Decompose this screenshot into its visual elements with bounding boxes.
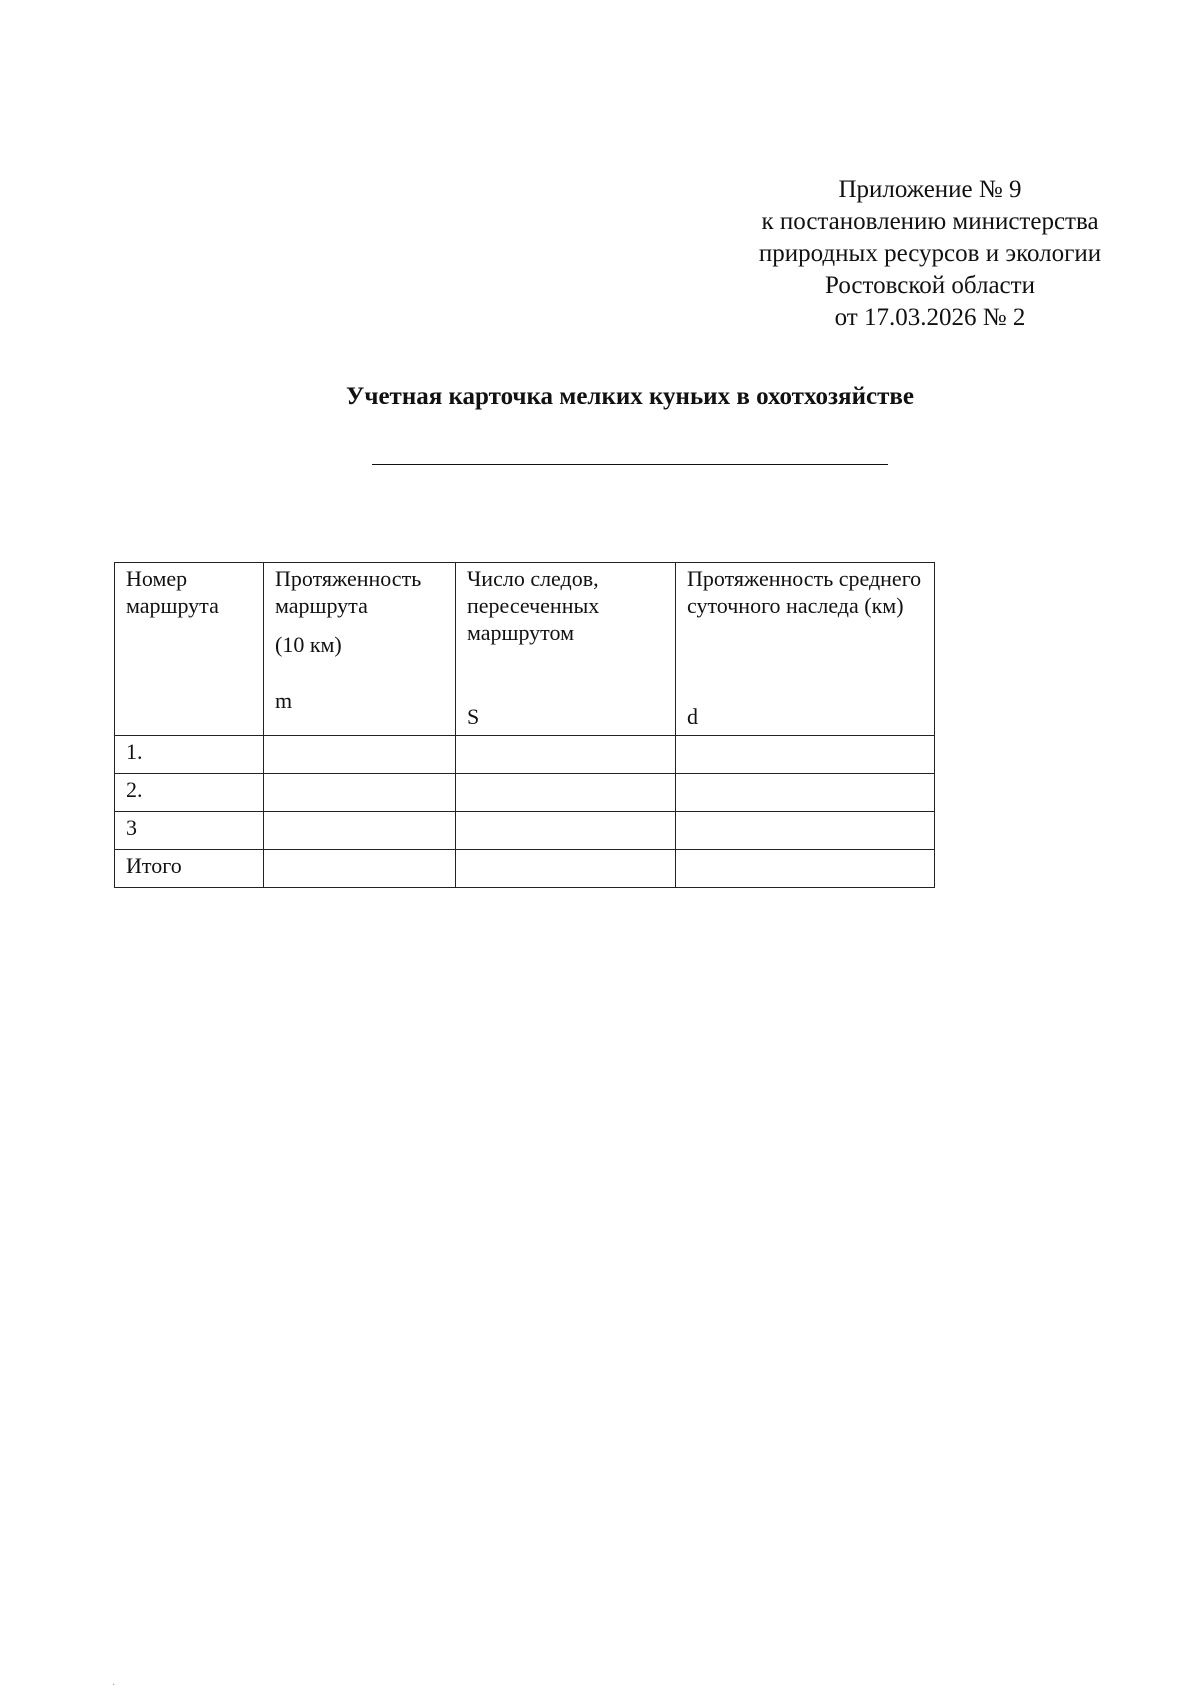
annex-line: Ростовской области	[825, 272, 1035, 299]
header-daily-trail-length	[676, 563, 935, 736]
header-symbol: d	[687, 704, 698, 729]
header-tracks-count	[456, 563, 676, 736]
table-cell	[456, 850, 676, 888]
table-cell	[264, 812, 456, 850]
header-label: Протяженность среднего суточного наследа (км)	[687, 566, 922, 618]
annex-header	[740, 174, 1120, 334]
annex-line: природных ресурсов и экологии	[758, 240, 1102, 267]
table-row	[115, 812, 935, 850]
table-cell	[676, 774, 935, 812]
table-cell	[676, 736, 935, 774]
annex-line: Приложение № 9	[838, 176, 1022, 203]
page-corner-mark: ·	[112, 1680, 116, 1691]
annex-line: от 17.03.2026 № 2	[834, 304, 1026, 331]
table-cell	[264, 774, 456, 812]
document-title: Учетная карточка мелких куньих в охотхозяйстве	[346, 383, 914, 410]
header-label: Число следов, пересеченных маршрутом	[467, 566, 600, 645]
table-header-row	[115, 563, 935, 736]
table-cell: 2.	[115, 774, 264, 812]
table-cell	[264, 736, 456, 774]
header-route-number	[115, 563, 264, 736]
header-unit: (10 км)	[275, 632, 342, 657]
table-cell: Итого	[115, 850, 264, 888]
table-total-row	[115, 850, 935, 888]
header-label: Номер маршрута	[126, 566, 219, 618]
table-cell	[456, 812, 676, 850]
table-cell	[676, 850, 935, 888]
table-cell	[456, 736, 676, 774]
header-symbol: S	[467, 704, 480, 729]
header-symbol: m	[275, 688, 293, 713]
table-cell	[676, 812, 935, 850]
table-row	[115, 736, 935, 774]
table-cell	[456, 774, 676, 812]
table-cell: 1.	[115, 736, 264, 774]
table-cell: 3	[115, 812, 264, 850]
table-cell	[264, 850, 456, 888]
fill-in-blank-line	[372, 464, 888, 465]
annex-line: к постановлению министерства	[761, 208, 1099, 235]
record-card-table	[114, 562, 935, 888]
table-row	[115, 774, 935, 812]
header-label: Протяженность маршрута	[275, 566, 422, 618]
header-route-length	[264, 563, 456, 736]
